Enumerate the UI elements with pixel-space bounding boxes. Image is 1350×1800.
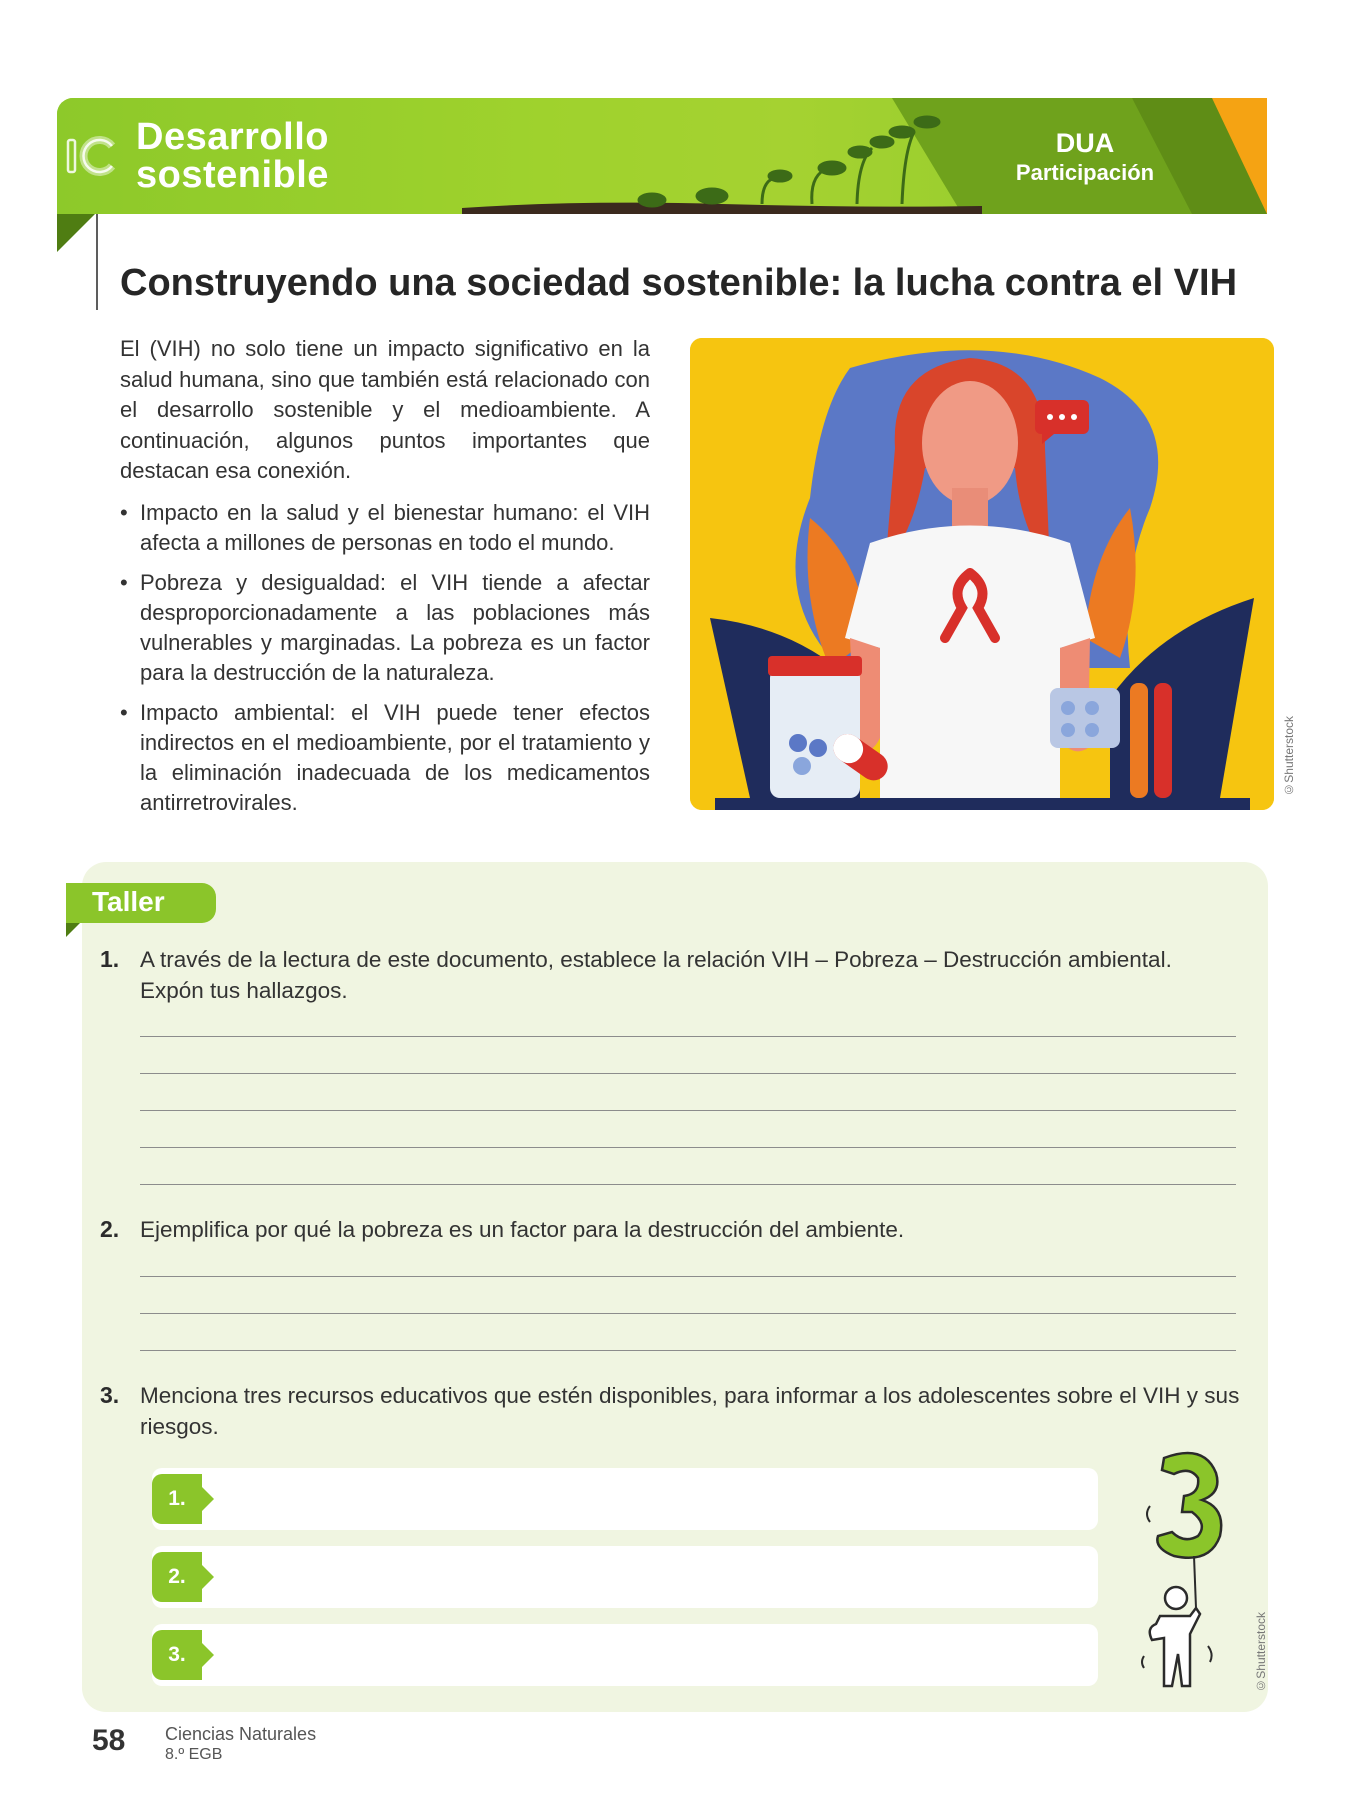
answer-box[interactable] <box>152 1546 1098 1608</box>
answer-line[interactable] <box>140 1036 1236 1037</box>
footer-grade: 8.º EGB <box>165 1746 223 1763</box>
bullet-item: • Impacto ambiental: el VIH puede tener efectos indirectos en el medioambiente, por el tratamiento y la eliminación inadecuada de los medicamentos antirretrovirales. <box>120 698 650 818</box>
page-title: Construyendo una sociedad sostenible: la lucha contra el VIH <box>120 262 1238 304</box>
brand-line-1: Desarrollo <box>136 116 329 158</box>
answer-box[interactable] <box>152 1624 1098 1686</box>
answer-line[interactable] <box>140 1313 1236 1314</box>
page-number: 58 <box>92 1724 126 1757</box>
footer-subject: Ciencias Naturales <box>165 1724 317 1744</box>
answer-line[interactable] <box>140 1110 1236 1111</box>
bullet-list <box>120 498 650 828</box>
banner-fold <box>57 214 95 252</box>
answer-badge: 3. <box>152 1630 202 1680</box>
answer-badge: 2. <box>152 1552 202 1602</box>
question-number: 3. <box>100 1382 120 1408</box>
answer-line[interactable] <box>140 1350 1236 1351</box>
intro-paragraph: El (VIH) no solo tiene un impacto significativo en la salud humana, sino que también está relacionado con el desarrollo sostenible y el medioambiente. A continuación, algunos puntos importantes que destacan esa conexión. <box>120 336 650 483</box>
bullet-item: • Impacto en la salud y el bienestar humano: el VIH afecta a millones de personas en todo el mundo. <box>120 498 650 558</box>
question-text: Menciona tres recursos educativos que estén disponibles, para informar a los adolescentes sobre el VIH y sus riesgos. <box>140 1383 1240 1439</box>
dua-subtitle: Participación <box>1015 160 1155 185</box>
question-number: 1. <box>100 946 120 972</box>
sprouts-icon <box>462 112 982 214</box>
kid-credit: ©Shutterstock <box>1254 1612 1268 1693</box>
title-rule <box>96 214 98 310</box>
brand-line-2: sostenible <box>136 154 329 196</box>
question-text: A través de la lectura de este documento, establece la relación VIH – Pobreza – Destrucción ambiental. Expón tus hallazgos. <box>140 947 1172 1003</box>
woman-red-ribbon-illustration <box>690 338 1274 810</box>
image-credit: ©Shutterstock <box>1282 716 1296 797</box>
taller-label: Taller <box>92 886 165 917</box>
question-text: Ejemplifica por qué la pobreza es un factor para la destrucción del ambiente. <box>140 1217 905 1242</box>
question-number: 2. <box>100 1216 120 1242</box>
answer-box[interactable] <box>152 1468 1098 1530</box>
answer-badge: 1. <box>152 1474 202 1524</box>
kid-balloon-icon <box>1124 1448 1244 1698</box>
answer-line[interactable] <box>140 1276 1236 1277</box>
section-brand <box>136 118 329 194</box>
ic-logo-icon <box>64 128 120 184</box>
answer-line[interactable] <box>140 1073 1236 1074</box>
bullet-item: • Pobreza y desigualdad: el VIH tiende a afectar desproporcionadamente a las poblaciones más vulnerables y marginadas. La pobreza es un factor para la destrucción de la naturaleza. <box>120 568 650 688</box>
dua-title: DUA <box>1055 128 1115 158</box>
taller-fold <box>66 923 80 937</box>
answer-line[interactable] <box>140 1184 1236 1185</box>
answer-line[interactable] <box>140 1147 1236 1148</box>
